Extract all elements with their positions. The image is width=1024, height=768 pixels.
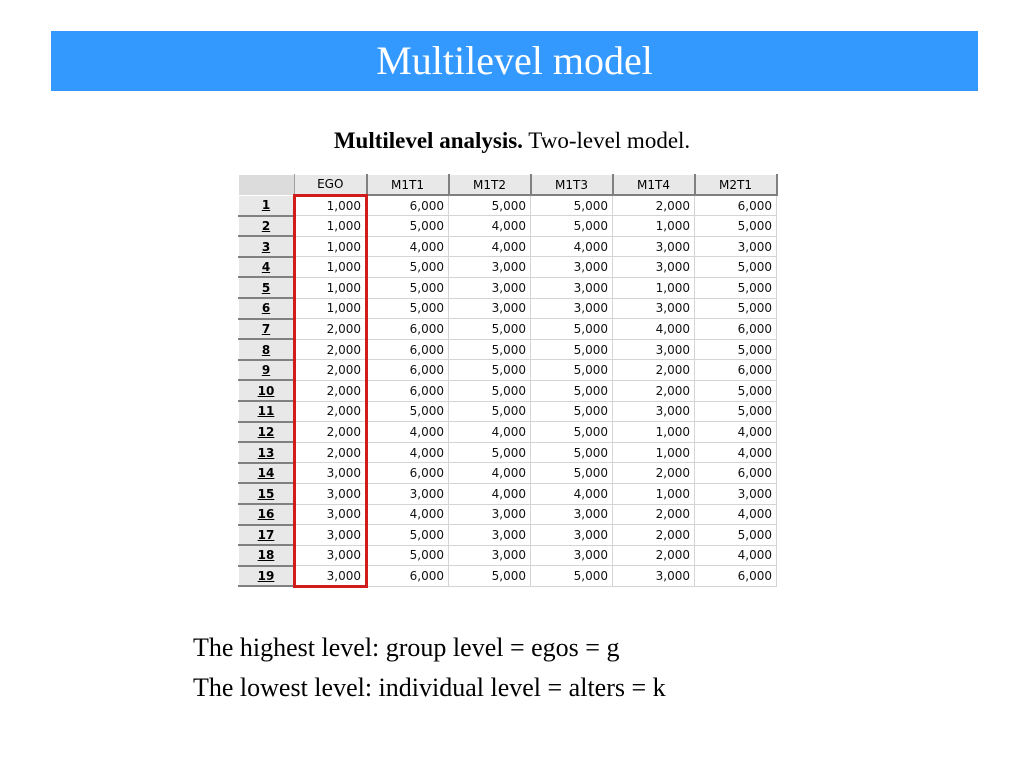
table-cell[interactable]: 4,000 [449, 483, 531, 504]
table-cell[interactable]: 2,000 [613, 504, 695, 525]
table-cell[interactable]: 3,000 [449, 277, 531, 298]
table-cell[interactable]: 5,000 [695, 277, 777, 298]
table-cell[interactable]: 4,000 [449, 463, 531, 484]
table-cell[interactable]: 4,000 [613, 319, 695, 340]
table-cell[interactable]: 4,000 [367, 442, 449, 463]
table-cell[interactable]: 3,000 [295, 525, 367, 546]
row-header[interactable]: 9 [239, 360, 295, 381]
table-cell[interactable]: 5,000 [531, 380, 613, 401]
table-cell[interactable]: 3,000 [531, 257, 613, 278]
title-bar [51, 31, 978, 91]
row-header[interactable]: 17 [239, 525, 295, 546]
table-row [239, 463, 777, 484]
table-cell[interactable]: 3,000 [613, 257, 695, 278]
row-header[interactable]: 8 [239, 339, 295, 360]
notes [193, 628, 666, 708]
table-cell[interactable]: 2,000 [613, 525, 695, 546]
table-cell[interactable]: 4,000 [695, 545, 777, 566]
table-cell[interactable]: 4,000 [695, 442, 777, 463]
table-cell[interactable]: 5,000 [531, 339, 613, 360]
table-cell[interactable]: 1,000 [613, 442, 695, 463]
table-cell[interactable]: 5,000 [531, 319, 613, 340]
table-cell[interactable]: 3,000 [531, 504, 613, 525]
data-spreadsheet [238, 174, 778, 588]
table-cell[interactable]: 3,000 [295, 483, 367, 504]
table-row [239, 360, 777, 381]
table-row [239, 257, 777, 278]
row-header[interactable]: 11 [239, 401, 295, 422]
row-header[interactable]: 13 [239, 442, 295, 463]
table-cell[interactable]: 3,000 [295, 504, 367, 525]
table-cell[interactable]: 4,000 [449, 216, 531, 237]
table-cell[interactable]: 3,000 [295, 545, 367, 566]
table-cell[interactable]: 3,000 [613, 339, 695, 360]
corner-cell[interactable] [239, 175, 295, 196]
table-cell[interactable]: 3,000 [531, 277, 613, 298]
table-cell[interactable]: 3,000 [531, 525, 613, 546]
table-cell[interactable]: 2,000 [295, 380, 367, 401]
row-header[interactable]: 10 [239, 380, 295, 401]
table-cell[interactable]: 3,000 [613, 298, 695, 319]
table-cell[interactable]: 1,000 [613, 216, 695, 237]
table-cell[interactable]: 5,000 [449, 360, 531, 381]
table-cell[interactable]: 4,000 [695, 422, 777, 443]
table-cell[interactable]: 3,000 [295, 566, 367, 587]
table-cell[interactable]: 5,000 [531, 463, 613, 484]
table-cell[interactable]: 4,000 [367, 422, 449, 443]
row-header[interactable]: 16 [239, 504, 295, 525]
table-cell[interactable]: 5,000 [367, 525, 449, 546]
table-cell[interactable]: 5,000 [367, 401, 449, 422]
table-cell[interactable]: 2,000 [295, 319, 367, 340]
table-cell[interactable]: 3,000 [531, 545, 613, 566]
table-cell[interactable]: 2,000 [295, 442, 367, 463]
table-cell[interactable]: 4,000 [367, 236, 449, 257]
table-cell[interactable]: 2,000 [295, 401, 367, 422]
row-header[interactable]: 1 [239, 195, 295, 216]
table-cell[interactable]: 1,000 [295, 257, 367, 278]
column-header-m1t3[interactable]: M1T3 [531, 175, 613, 196]
table-cell[interactable]: 2,000 [613, 380, 695, 401]
table-cell[interactable]: 2,000 [613, 360, 695, 381]
table-cell[interactable]: 3,000 [449, 545, 531, 566]
table-cell[interactable]: 3,000 [449, 504, 531, 525]
table-cell[interactable]: 5,000 [367, 298, 449, 319]
row-header[interactable]: 12 [239, 422, 295, 443]
table-row [239, 216, 777, 237]
row-header[interactable]: 5 [239, 277, 295, 298]
table-cell[interactable]: 6,000 [695, 566, 777, 587]
table-cell[interactable]: 3,000 [367, 483, 449, 504]
table-cell[interactable]: 5,000 [449, 195, 531, 216]
table-cell[interactable]: 4,000 [367, 504, 449, 525]
note-highest-level: The highest level: group level = egos = g [193, 633, 620, 662]
table-cell[interactable]: 3,000 [695, 483, 777, 504]
table-cell[interactable]: 5,000 [695, 298, 777, 319]
table-row [239, 236, 777, 257]
table-row [239, 566, 777, 587]
table-cell[interactable]: 2,000 [613, 463, 695, 484]
table-cell[interactable]: 3,000 [531, 298, 613, 319]
row-header[interactable]: 6 [239, 298, 295, 319]
row-header[interactable]: 14 [239, 463, 295, 484]
table-row [239, 483, 777, 504]
row-header[interactable]: 18 [239, 545, 295, 566]
table-cell[interactable]: 5,000 [531, 422, 613, 443]
table-cell[interactable]: 6,000 [367, 380, 449, 401]
table-cell[interactable]: 3,000 [449, 257, 531, 278]
table-cell[interactable]: 4,000 [449, 422, 531, 443]
table-cell[interactable]: 6,000 [367, 566, 449, 587]
table-cell[interactable]: 2,000 [295, 339, 367, 360]
table-cell[interactable]: 5,000 [449, 401, 531, 422]
table-cell[interactable]: 5,000 [449, 339, 531, 360]
row-header[interactable]: 4 [239, 257, 295, 278]
caption-bold: Multilevel analysis. [333, 128, 523, 153]
table-row [239, 339, 777, 360]
table-cell[interactable]: 2,000 [613, 195, 695, 216]
table-cell[interactable]: 6,000 [367, 319, 449, 340]
row-header[interactable]: 15 [239, 483, 295, 504]
column-header-m1t1[interactable]: M1T1 [367, 175, 449, 196]
table-row [239, 545, 777, 566]
table-cell[interactable]: 4,000 [449, 236, 531, 257]
table-cell[interactable]: 6,000 [695, 319, 777, 340]
table-cell[interactable]: 5,000 [695, 380, 777, 401]
table-row [239, 442, 777, 463]
table-row [239, 401, 777, 422]
caption-rest: Two-level model. [522, 128, 691, 153]
row-header[interactable]: 2 [239, 216, 295, 237]
table-cell[interactable]: 5,000 [695, 216, 777, 237]
table-row [239, 277, 777, 298]
data-table [238, 174, 778, 588]
table-cell[interactable]: 6,000 [695, 463, 777, 484]
table-cell[interactable]: 1,000 [295, 298, 367, 319]
table-cell[interactable]: 2,000 [613, 545, 695, 566]
table-cell[interactable]: 2,000 [295, 422, 367, 443]
table-cell[interactable]: 6,000 [367, 463, 449, 484]
table-cell[interactable]: 5,000 [695, 257, 777, 278]
table-cell[interactable]: 5,000 [449, 319, 531, 340]
table-cell[interactable]: 6,000 [695, 195, 777, 216]
table-cell[interactable]: 5,000 [531, 195, 613, 216]
table-cell[interactable]: 1,000 [295, 277, 367, 298]
table-cell[interactable]: 5,000 [367, 277, 449, 298]
table-cell[interactable]: 5,000 [449, 566, 531, 587]
table-cell[interactable]: 4,000 [531, 236, 613, 257]
table-cell[interactable]: 3,000 [449, 525, 531, 546]
table-row [239, 504, 777, 525]
table-cell[interactable]: 3,000 [295, 463, 367, 484]
note-lowest-level: The lowest level: individual level = alters = k [193, 673, 666, 702]
table-cell[interactable]: 5,000 [531, 360, 613, 381]
table-cell[interactable]: 3,000 [613, 236, 695, 257]
table-cell[interactable]: 3,000 [613, 566, 695, 587]
table-cell[interactable]: 6,000 [367, 339, 449, 360]
table-cell[interactable]: 5,000 [449, 380, 531, 401]
table-row [239, 380, 777, 401]
table-cell[interactable]: 1,000 [295, 195, 367, 216]
column-header-m2t1[interactable]: M2T1 [695, 175, 777, 196]
row-header[interactable]: 3 [239, 236, 295, 257]
table-cell[interactable]: 5,000 [367, 257, 449, 278]
column-header-m1t2[interactable]: M1T2 [449, 175, 531, 196]
row-header[interactable]: 7 [239, 319, 295, 340]
table-cell[interactable]: 1,000 [613, 277, 695, 298]
table-cell[interactable]: 5,000 [531, 401, 613, 422]
table-cell[interactable]: 1,000 [613, 483, 695, 504]
row-header[interactable]: 19 [239, 566, 295, 587]
table-body [239, 195, 777, 586]
table-cell[interactable]: 4,000 [695, 504, 777, 525]
table-cell[interactable]: 3,000 [449, 298, 531, 319]
table-cell[interactable]: 5,000 [695, 525, 777, 546]
column-header-m1t4[interactable]: M1T4 [613, 175, 695, 196]
table-cell[interactable]: 1,000 [295, 216, 367, 237]
slide-title: Multilevel model [376, 38, 653, 83]
table-row [239, 195, 777, 216]
table-row [239, 422, 777, 443]
table-cell[interactable]: 2,000 [295, 360, 367, 381]
table-cell[interactable]: 5,000 [367, 545, 449, 566]
table-cell[interactable]: 6,000 [367, 360, 449, 381]
table-cell[interactable]: 3,000 [613, 401, 695, 422]
table-cell[interactable]: 6,000 [367, 195, 449, 216]
table-cell[interactable]: 3,000 [695, 236, 777, 257]
table-cell[interactable]: 6,000 [695, 360, 777, 381]
table-cell[interactable]: 1,000 [613, 422, 695, 443]
table-row [239, 319, 777, 340]
table-cell[interactable]: 5,000 [367, 216, 449, 237]
caption [0, 128, 1024, 154]
header-row [239, 175, 777, 196]
table-cell[interactable]: 5,000 [531, 216, 613, 237]
column-header-ego[interactable]: EGO [295, 175, 367, 196]
table-cell[interactable]: 5,000 [531, 442, 613, 463]
table-row [239, 298, 777, 319]
table-cell[interactable]: 5,000 [695, 339, 777, 360]
table-row [239, 525, 777, 546]
table-cell[interactable]: 5,000 [449, 442, 531, 463]
table-cell[interactable]: 4,000 [531, 483, 613, 504]
table-cell[interactable]: 5,000 [695, 401, 777, 422]
table-cell[interactable]: 1,000 [295, 236, 367, 257]
table-cell[interactable]: 5,000 [531, 566, 613, 587]
